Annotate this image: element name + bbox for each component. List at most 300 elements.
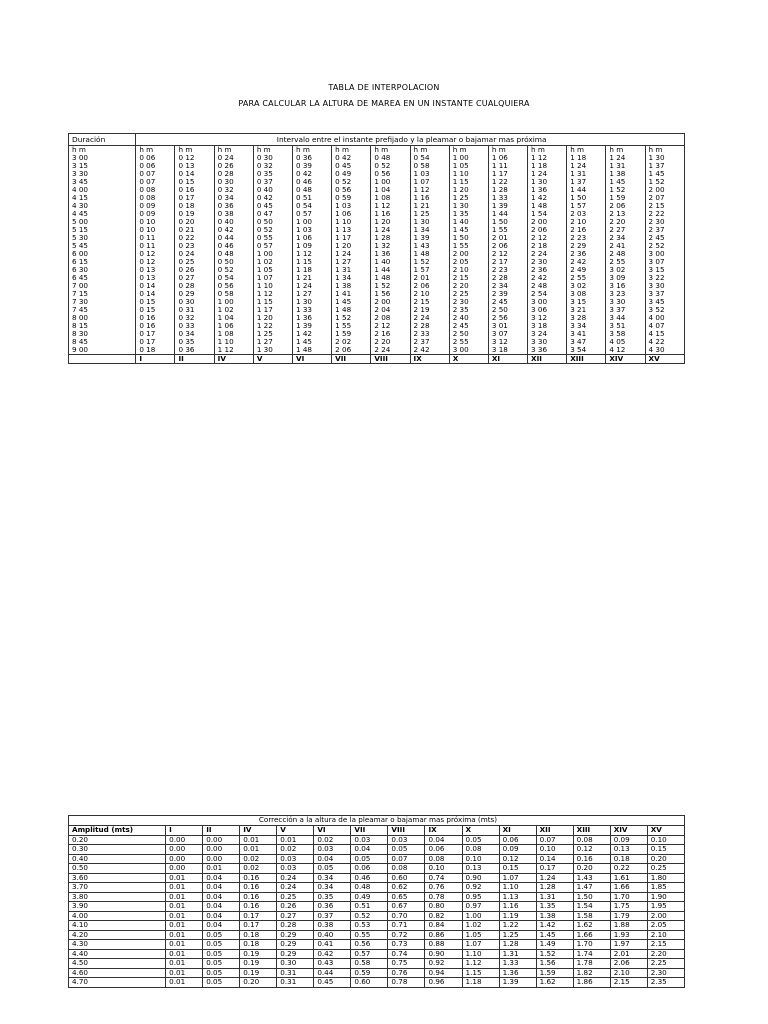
interval-cell: 0 14	[136, 290, 175, 298]
interval-cell: 3 12	[528, 314, 567, 322]
correction-cell: 0.86	[425, 930, 462, 940]
interval-cell: 1 02	[253, 258, 292, 266]
interval-cell: 2 45	[645, 234, 684, 242]
correction-cell: 0.05	[314, 864, 351, 874]
interval-cell: 3 24	[528, 330, 567, 338]
correction-cell: 0.04	[203, 902, 240, 912]
interval-cell: 3 58	[606, 330, 645, 338]
roman-cell: I	[136, 355, 175, 364]
interval-cell: 1 39	[293, 322, 332, 330]
correction-cell: 1.31	[499, 949, 536, 959]
interval-cell: 1 09	[293, 242, 332, 250]
correction-cell: 1.35	[536, 902, 573, 912]
correction-cell: 0.00	[166, 845, 203, 855]
interval-cell: 1 30	[449, 202, 488, 210]
correction-cell: 0.03	[277, 864, 314, 874]
interval-cell: 1 24	[567, 162, 606, 170]
interval-cell: 0 56	[371, 170, 410, 178]
interval-cell: 1 52	[606, 186, 645, 194]
interval-cell: 2 20	[606, 218, 645, 226]
interval-cell: 0 28	[214, 170, 253, 178]
interval-cell: 0 42	[214, 226, 253, 234]
correction-cell: 0.05	[203, 978, 240, 988]
interval-cell: 2 45	[488, 298, 527, 306]
correction-cell: 0.19	[240, 959, 277, 969]
correction-cell: 0.73	[388, 940, 425, 950]
interval-cell: 1 17	[253, 306, 292, 314]
correction-cell: 1.74	[573, 949, 610, 959]
correction-cell: 0.20	[573, 864, 610, 874]
duration-cell: 5 00	[69, 218, 136, 226]
interval-cell: 0 29	[175, 290, 214, 298]
interval-cell: 0 52	[253, 226, 292, 234]
table-row	[69, 949, 685, 959]
correction-cell: 2.15	[647, 940, 684, 950]
interval-cell: 1 00	[371, 178, 410, 186]
interval-cell: 0 10	[136, 218, 175, 226]
unit-cell: h m	[567, 146, 606, 155]
correction-cell: 0.02	[240, 854, 277, 864]
correction-cell: 0.00	[203, 854, 240, 864]
correction-cell: 0.59	[351, 968, 388, 978]
correction-cell: 0.49	[351, 892, 388, 902]
unit-cell: h m	[214, 146, 253, 155]
interval-cell: 1 59	[606, 194, 645, 202]
interval-cell: 2 05	[449, 258, 488, 266]
interval-cell: 0 17	[136, 330, 175, 338]
correction-cell: 0.97	[462, 902, 499, 912]
amplitude-cell: 3.70	[69, 883, 166, 893]
units-row	[69, 146, 685, 155]
interval-cell: 2 23	[488, 266, 527, 274]
interval-cell: 0 46	[214, 242, 253, 250]
interval-cell: 1 36	[528, 186, 567, 194]
table-row	[69, 314, 685, 322]
duration-cell: 8 00	[69, 314, 136, 322]
interval-cell: 0 42	[293, 170, 332, 178]
correction-cell: 0.95	[462, 892, 499, 902]
correction-cell: 0.01	[166, 940, 203, 950]
interval-cell: 2 55	[567, 274, 606, 282]
interval-cell: 1 52	[410, 258, 449, 266]
correction-cell: 0.19	[240, 968, 277, 978]
correction-cell: 0.80	[425, 902, 462, 912]
interval-cell: 3 28	[567, 314, 606, 322]
interval-cell: 2 00	[645, 186, 684, 194]
interval-cell: 2 12	[488, 250, 527, 258]
interval-cell: 1 45	[293, 338, 332, 346]
table-header-row	[69, 816, 685, 826]
correction-cell: 0.84	[425, 921, 462, 931]
interval-cell: 3 16	[606, 282, 645, 290]
interval-cell: 2 54	[528, 290, 567, 298]
correction-cell: 1.86	[573, 978, 610, 988]
interval-cell: 1 22	[253, 322, 292, 330]
interval-cell: 0 14	[136, 282, 175, 290]
interval-cell: 1 55	[332, 322, 371, 330]
interval-cell: 0 33	[175, 322, 214, 330]
interval-cell: 2 00	[449, 250, 488, 258]
correction-cell: 0.08	[573, 835, 610, 845]
amplitude-cell: 4.00	[69, 911, 166, 921]
correction-cell: 1.13	[499, 892, 536, 902]
correction-cell: 0.07	[388, 854, 425, 864]
interval-cell: 3 00	[449, 346, 488, 355]
interval-cell: 1 07	[410, 178, 449, 186]
interval-cell: 0 09	[136, 210, 175, 218]
interval-cell: 3 21	[567, 306, 606, 314]
correction-cell: 1.56	[536, 959, 573, 969]
table-row	[69, 282, 685, 290]
interval-cell: 0 58	[214, 290, 253, 298]
interval-cell: 2 34	[606, 234, 645, 242]
interval-cell: 0 31	[175, 306, 214, 314]
correction-cell: 1.10	[499, 883, 536, 893]
interval-cell: 2 30	[449, 298, 488, 306]
interval-cell: 0 57	[253, 242, 292, 250]
interval-cell: 2 13	[606, 210, 645, 218]
correction-cell: 0.27	[277, 911, 314, 921]
interval-cell: 1 12	[371, 202, 410, 210]
interval-cell: 3 45	[645, 298, 684, 306]
correction-cell: 0.01	[166, 949, 203, 959]
amplitude-cell: 4.30	[69, 940, 166, 950]
correction-cell: 0.08	[462, 845, 499, 855]
correction-cell: 0.70	[388, 911, 425, 921]
interval-cell: 2 18	[528, 242, 567, 250]
correction-cell: 1.28	[499, 940, 536, 950]
interval-cell: 0 38	[214, 210, 253, 218]
table-row	[69, 290, 685, 298]
interval-cell: 1 55	[488, 226, 527, 234]
interval-cell: 1 20	[371, 218, 410, 226]
correction-cell: 2.35	[647, 978, 684, 988]
correction-cell: 0.04	[425, 835, 462, 845]
correction-cell: 0.65	[388, 892, 425, 902]
interval-cell: 1 52	[645, 178, 684, 186]
duration-header: Duración	[69, 134, 136, 146]
interval-cell: 0 55	[253, 234, 292, 242]
interval-cell: 1 43	[410, 242, 449, 250]
interval-cell: 3 00	[528, 298, 567, 306]
amplitude-cell: 4.50	[69, 959, 166, 969]
interval-cell: 0 34	[214, 194, 253, 202]
correction-cell: 0.96	[425, 978, 462, 988]
correction-cell: 0.04	[203, 921, 240, 931]
interval-cell: 2 00	[371, 298, 410, 306]
interval-cell: 1 04	[214, 314, 253, 322]
interval-cell: 0 32	[175, 314, 214, 322]
table-row	[69, 298, 685, 306]
interval-cell: 2 42	[410, 346, 449, 355]
duration-cell: 7 00	[69, 282, 136, 290]
interval-cell: 0 22	[175, 234, 214, 242]
interval-cell: 0 57	[293, 210, 332, 218]
correction-cell: 0.10	[462, 854, 499, 864]
correction-cell: 1.38	[536, 911, 573, 921]
interval-cell: 0 19	[175, 210, 214, 218]
interval-cell: 1 27	[293, 290, 332, 298]
interval-cell: 0 13	[175, 162, 214, 170]
interval-cell: 0 32	[214, 186, 253, 194]
interval-cell: 3 01	[488, 322, 527, 330]
interval-cell: 0 35	[175, 338, 214, 346]
interval-cell: 1 21	[293, 274, 332, 282]
table-row	[69, 258, 685, 266]
correction-cell: 0.17	[536, 864, 573, 874]
correction-cell: 0.25	[277, 892, 314, 902]
table-row	[69, 234, 685, 242]
correction-cell: 0.22	[610, 864, 647, 874]
roman-header: X	[462, 826, 499, 836]
correction-cell: 0.41	[314, 940, 351, 950]
table-row	[69, 250, 685, 258]
correction-cell: 0.02	[240, 864, 277, 874]
duration-cell: 8 45	[69, 338, 136, 346]
interval-cell: 0 13	[136, 274, 175, 282]
interval-cell: 1 33	[293, 306, 332, 314]
correction-cell: 0.08	[425, 854, 462, 864]
interval-cell: 2 16	[371, 330, 410, 338]
correction-cell: 0.57	[351, 949, 388, 959]
correction-cell: 0.10	[647, 835, 684, 845]
amplitude-cell: 3.80	[69, 892, 166, 902]
interval-cell: 3 34	[567, 322, 606, 330]
correction-cell: 0.04	[203, 911, 240, 921]
roman-cell: X	[449, 355, 488, 364]
interval-cell: 1 25	[449, 194, 488, 202]
interval-cell: 1 12	[528, 154, 567, 162]
interval-cell: 3 02	[606, 266, 645, 274]
correction-cell: 0.29	[277, 930, 314, 940]
interval-cell: 0 52	[332, 178, 371, 186]
amplitude-cell: 4.70	[69, 978, 166, 988]
correction-table	[68, 815, 685, 988]
interval-cell: 2 37	[410, 338, 449, 346]
correction-cell: 0.01	[166, 873, 203, 883]
interval-cell: 1 48	[371, 274, 410, 282]
interval-cell: 1 17	[332, 234, 371, 242]
correction-cell: 1.97	[610, 940, 647, 950]
interval-cell: 1 03	[293, 226, 332, 234]
correction-cell: 0.07	[536, 835, 573, 845]
correction-cell: 0.05	[351, 854, 388, 864]
correction-cell: 0.12	[499, 854, 536, 864]
interval-cell: 1 54	[528, 210, 567, 218]
interval-cell: 0 15	[136, 298, 175, 306]
roman-cell: XI	[488, 355, 527, 364]
roman-cell: IX	[410, 355, 449, 364]
interval-cell: 3 41	[567, 330, 606, 338]
correction-cell: 1.82	[573, 968, 610, 978]
correction-cell: 1.19	[499, 911, 536, 921]
amplitude-cell: 0.40	[69, 854, 166, 864]
interval-cell: 1 42	[528, 194, 567, 202]
interval-cell: 1 36	[371, 250, 410, 258]
interval-cell: 1 15	[253, 298, 292, 306]
interval-cell: 2 03	[567, 210, 606, 218]
interval-cell: 3 47	[567, 338, 606, 346]
interval-cell: 2 06	[332, 346, 371, 355]
interval-cell: 0 07	[136, 170, 175, 178]
correction-cell: 1.79	[610, 911, 647, 921]
interval-cell: 2 06	[606, 202, 645, 210]
amplitude-cell: 4.20	[69, 930, 166, 940]
table-row	[69, 835, 685, 845]
interval-cell: 1 55	[449, 242, 488, 250]
duration-cell: 7 30	[69, 298, 136, 306]
interval-cell: 2 01	[488, 234, 527, 242]
correction-cell: 0.03	[388, 835, 425, 845]
interval-cell: 1 57	[410, 266, 449, 274]
interval-cell: 1 24	[528, 170, 567, 178]
interval-cell: 1 27	[253, 338, 292, 346]
interval-cell: 4 07	[645, 322, 684, 330]
interval-cell: 1 17	[488, 170, 527, 178]
amplitude-cell: 4.10	[69, 921, 166, 931]
interval-cell: 2 28	[410, 322, 449, 330]
correction-cell: 0.01	[166, 930, 203, 940]
correction-cell: 0.01	[166, 959, 203, 969]
interval-cell: 1 00	[449, 154, 488, 162]
interval-cell: 1 10	[332, 218, 371, 226]
unit-cell: h m	[253, 146, 292, 155]
correction-cell: 1.16	[499, 902, 536, 912]
roman-numeral-row	[69, 355, 685, 364]
correction-cell: 1.62	[536, 978, 573, 988]
table-row	[69, 978, 685, 988]
interval-cell: 0 46	[293, 178, 332, 186]
interval-cell: 1 10	[253, 282, 292, 290]
correction-cell: 0.16	[573, 854, 610, 864]
roman-header: I	[166, 826, 203, 836]
correction-cell: 0.00	[166, 835, 203, 845]
roman-header: VII	[351, 826, 388, 836]
interval-cell: 4 12	[606, 346, 645, 355]
interval-cell: 0 44	[214, 234, 253, 242]
interval-cell: 0 52	[214, 266, 253, 274]
interval-cell: 2 56	[488, 314, 527, 322]
interval-cell: 0 56	[214, 282, 253, 290]
correction-cell: 0.18	[240, 930, 277, 940]
interval-cell: 2 19	[410, 306, 449, 314]
interval-cell: 1 30	[528, 178, 567, 186]
roman-header: VIII	[388, 826, 425, 836]
interval-cell: 1 48	[293, 346, 332, 355]
interval-cell: 3 22	[645, 274, 684, 282]
interval-cell: 1 22	[488, 178, 527, 186]
correction-cell: 1.49	[536, 940, 573, 950]
interval-cell: 3 18	[528, 322, 567, 330]
roman-header: XIII	[573, 826, 610, 836]
correction-cell: 0.62	[388, 883, 425, 893]
correction-cell: 0.01	[277, 835, 314, 845]
interval-cell: 3 30	[528, 338, 567, 346]
roman-cell: XIV	[606, 355, 645, 364]
interval-cell: 0 17	[175, 194, 214, 202]
duration-cell: 4 45	[69, 210, 136, 218]
correction-cell: 2.15	[610, 978, 647, 988]
amplitude-cell: 0.20	[69, 835, 166, 845]
interval-cell: 1 31	[332, 266, 371, 274]
correction-cell: 1.50	[573, 892, 610, 902]
correction-cell: 0.74	[388, 949, 425, 959]
correction-cell: 0.92	[462, 883, 499, 893]
interval-cell: 1 34	[410, 226, 449, 234]
table-row	[69, 845, 685, 855]
interval-cell: 3 18	[488, 346, 527, 355]
correction-cell: 1.93	[610, 930, 647, 940]
duration-cell: 5 45	[69, 242, 136, 250]
correction-cell: 2.10	[610, 968, 647, 978]
interval-cell: 2 52	[645, 242, 684, 250]
correction-cell: 0.25	[647, 864, 684, 874]
unit-cell: h m	[175, 146, 214, 155]
correction-cell: 0.58	[351, 959, 388, 969]
interval-cell: 0 08	[136, 186, 175, 194]
correction-cell: 0.26	[277, 902, 314, 912]
duration-cell: 6 45	[69, 274, 136, 282]
correction-cell: 0.02	[314, 835, 351, 845]
correction-cell: 0.53	[351, 921, 388, 931]
correction-cell: 0.20	[647, 854, 684, 864]
interval-cell: 2 00	[528, 218, 567, 226]
interval-cell: 3 52	[645, 306, 684, 314]
interval-cell: 2 49	[567, 266, 606, 274]
interval-cell: 2 10	[567, 218, 606, 226]
amplitude-cell: 0.30	[69, 845, 166, 855]
interval-cell: 0 16	[136, 322, 175, 330]
roman-header: II	[203, 826, 240, 836]
interval-cell: 1 50	[567, 194, 606, 202]
correction-cell: 1.18	[462, 978, 499, 988]
interval-cell: 1 20	[253, 314, 292, 322]
interval-cell: 1 06	[293, 234, 332, 242]
interval-cell: 1 30	[253, 346, 292, 355]
amplitude-cell: 4.40	[69, 949, 166, 959]
interval-cell: 1 38	[606, 170, 645, 178]
interval-cell: 0 56	[332, 186, 371, 194]
interval-cell: 1 10	[449, 170, 488, 178]
correction-cell: 0.04	[203, 883, 240, 893]
correction-cell: 0.31	[277, 968, 314, 978]
interval-cell: 1 48	[528, 202, 567, 210]
roman-cell: XII	[528, 355, 567, 364]
amplitude-cell: 4.60	[69, 968, 166, 978]
interval-cell: 1 36	[293, 314, 332, 322]
correction-cell: 0.28	[277, 921, 314, 931]
interval-cell: 2 35	[449, 306, 488, 314]
table-row	[69, 902, 685, 912]
correction-cell: 0.20	[240, 978, 277, 988]
interval-cell: 2 06	[410, 282, 449, 290]
interval-cell: 0 47	[253, 210, 292, 218]
interval-cell: 1 45	[332, 298, 371, 306]
correction-cell: 0.16	[240, 873, 277, 883]
interval-cell: 2 55	[606, 258, 645, 266]
correction-cell: 1.80	[647, 873, 684, 883]
correction-cell: 0.03	[351, 835, 388, 845]
interval-cell: 2 29	[567, 242, 606, 250]
correction-cell: 0.72	[388, 930, 425, 940]
duration-cell: 8 15	[69, 322, 136, 330]
correction-cell: 0.37	[314, 911, 351, 921]
correction-cell: 1.95	[647, 902, 684, 912]
table-row	[69, 242, 685, 250]
correction-cell: 0.09	[499, 845, 536, 855]
interval-cell: 0 50	[253, 218, 292, 226]
roman-cell: IV	[214, 355, 253, 364]
